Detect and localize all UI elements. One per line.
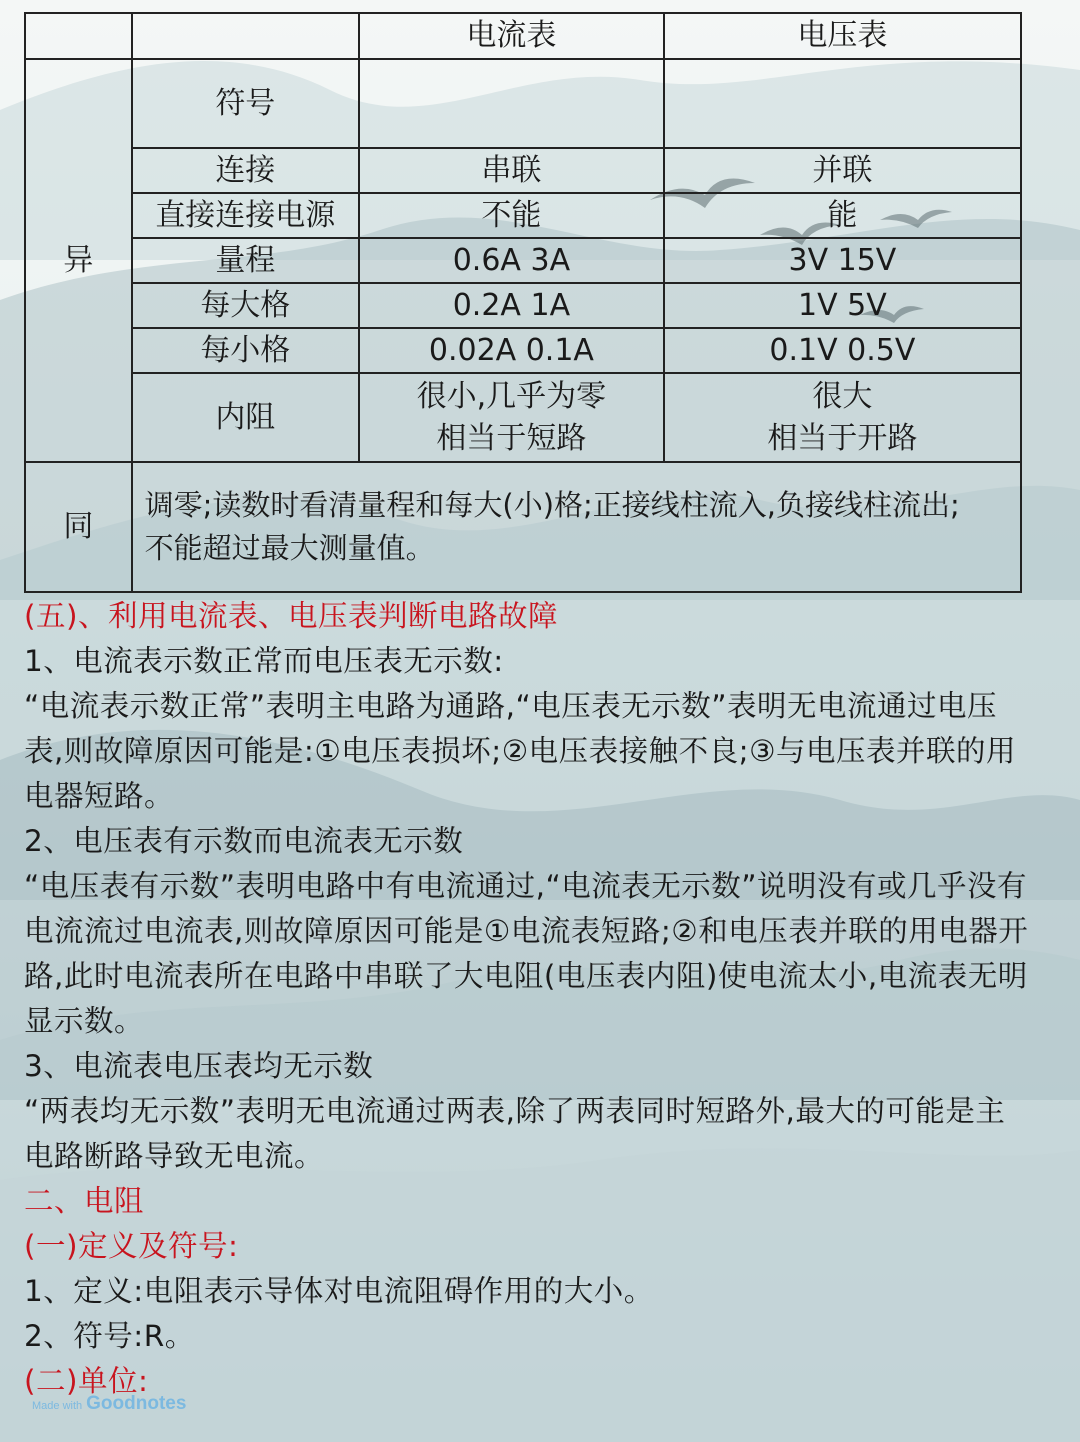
notes-body — [24, 594, 1034, 1404]
symbol-text: 2、符号:R。 — [24, 1319, 195, 1353]
voltmeter-minor-division: 0.1V 0.5V — [664, 328, 1021, 373]
row-label-minor-division: 每小格 — [132, 328, 359, 373]
voltmeter-range: 3V 15V — [664, 238, 1021, 283]
similarities-cell — [132, 462, 1021, 592]
row-label-range: 量程 — [132, 238, 359, 283]
table-row-internal-resistance — [25, 373, 1021, 462]
voltmeter-major-division: 1V 5V — [664, 283, 1021, 328]
table-row-major-division — [25, 283, 1021, 328]
case-3-text: “两表均无示数”表明无电流通过两表,除了两表同时短路外,最大的可能是主电路断路导致无电流。 — [24, 1094, 1006, 1173]
similarities-line2: 不能超过最大测量值。 — [144, 531, 435, 565]
ammeter-resistance-line1: 很小,几乎为零 — [416, 378, 607, 414]
voltmeter-connection: 并联 — [664, 148, 1021, 193]
voltmeter-internal-resistance — [664, 373, 1021, 462]
case-1-title: 1、电流表示数正常而电压表无示数: — [24, 644, 504, 678]
voltmeter-direct-power: 能 — [664, 193, 1021, 238]
header-corner-cell — [25, 13, 132, 59]
case-1-text: “电流表示数正常”表明主电路为通路,“电压表无示数”表明无电流通过电压表,则故障原因可能是:①电压表损坏;②电压表接触不良;③与电压表并联的用电器短路。 — [24, 689, 1017, 813]
case-3-title: 3、电流表电压表均无示数 — [24, 1049, 374, 1083]
row-label-internal-resistance: 内阻 — [132, 373, 359, 462]
case-2-text: “电压表有示数”表明电路中有电流通过,“电流表无示数”说明没有或几乎没有电流流过电流表,则故障原因可能是①电流表短路;②和电压表并联的用电器开路,此时电流表所在电路中串联了大电阻(电压表内阻)使电流太小,电流表无明显示数。 — [24, 869, 1029, 1038]
table-row-symbol — [25, 59, 1021, 148]
header-voltmeter: 电压表 — [664, 13, 1021, 59]
voltmeter-resistance-line1: 很大 — [812, 378, 873, 414]
table-row-minor-division — [25, 328, 1021, 373]
group-label-differences: 异 — [25, 59, 132, 462]
ammeter-internal-resistance — [359, 373, 664, 462]
table-row-similarities — [25, 462, 1021, 592]
row-label-connection: 连接 — [132, 148, 359, 193]
ammeter-range: 0.6A 3A — [359, 238, 664, 283]
row-label-direct-power: 直接连接电源 — [132, 193, 359, 238]
ammeter-minor-division: 0.02A 0.1A — [359, 328, 664, 373]
case-2-title: 2、电压表有示数而电流表无示数 — [24, 824, 464, 858]
watermark-made-with: Made with — [32, 1400, 83, 1412]
similarities-line1: 调零;读数时看清量程和每大(小)格;正接线柱流入,负接线柱流出; — [144, 487, 960, 522]
table-row-connection — [25, 148, 1021, 193]
voltmeter-symbol-cell — [664, 59, 1021, 148]
ammeter-direct-power: 不能 — [359, 193, 664, 238]
ammeter-connection: 串联 — [359, 148, 664, 193]
ammeter-resistance-line2: 相当于短路 — [436, 420, 587, 456]
table-row-range — [25, 238, 1021, 283]
meter-comparison-table — [24, 12, 1022, 593]
header-ammeter: 电流表 — [359, 13, 664, 59]
row-label-major-division: 每大格 — [132, 283, 359, 328]
header-blank-cell — [132, 13, 359, 59]
table-header-row — [25, 13, 1021, 59]
subheading-unit: (二)单位: — [24, 1364, 149, 1398]
goodnotes-watermark — [32, 1393, 186, 1415]
watermark-brand: Goodnotes — [86, 1393, 187, 1414]
voltmeter-resistance-line2: 相当于开路 — [767, 420, 918, 456]
definition-text: 1、定义:电阻表示导体对电流阻碍作用的大小。 — [24, 1274, 654, 1308]
subheading-definition-symbol: (一)定义及符号: — [24, 1229, 239, 1263]
row-label-symbol: 符号 — [132, 59, 359, 148]
section-heading-fault-diagnosis: (五)、利用电流表、电压表判断电路故障 — [24, 599, 559, 633]
ammeter-major-division: 0.2A 1A — [359, 283, 664, 328]
group-label-similarities: 同 — [25, 462, 132, 592]
ammeter-symbol-cell — [359, 59, 664, 148]
table-row-direct-power — [25, 193, 1021, 238]
chapter-heading-resistance: 二、电阻 — [24, 1184, 145, 1218]
